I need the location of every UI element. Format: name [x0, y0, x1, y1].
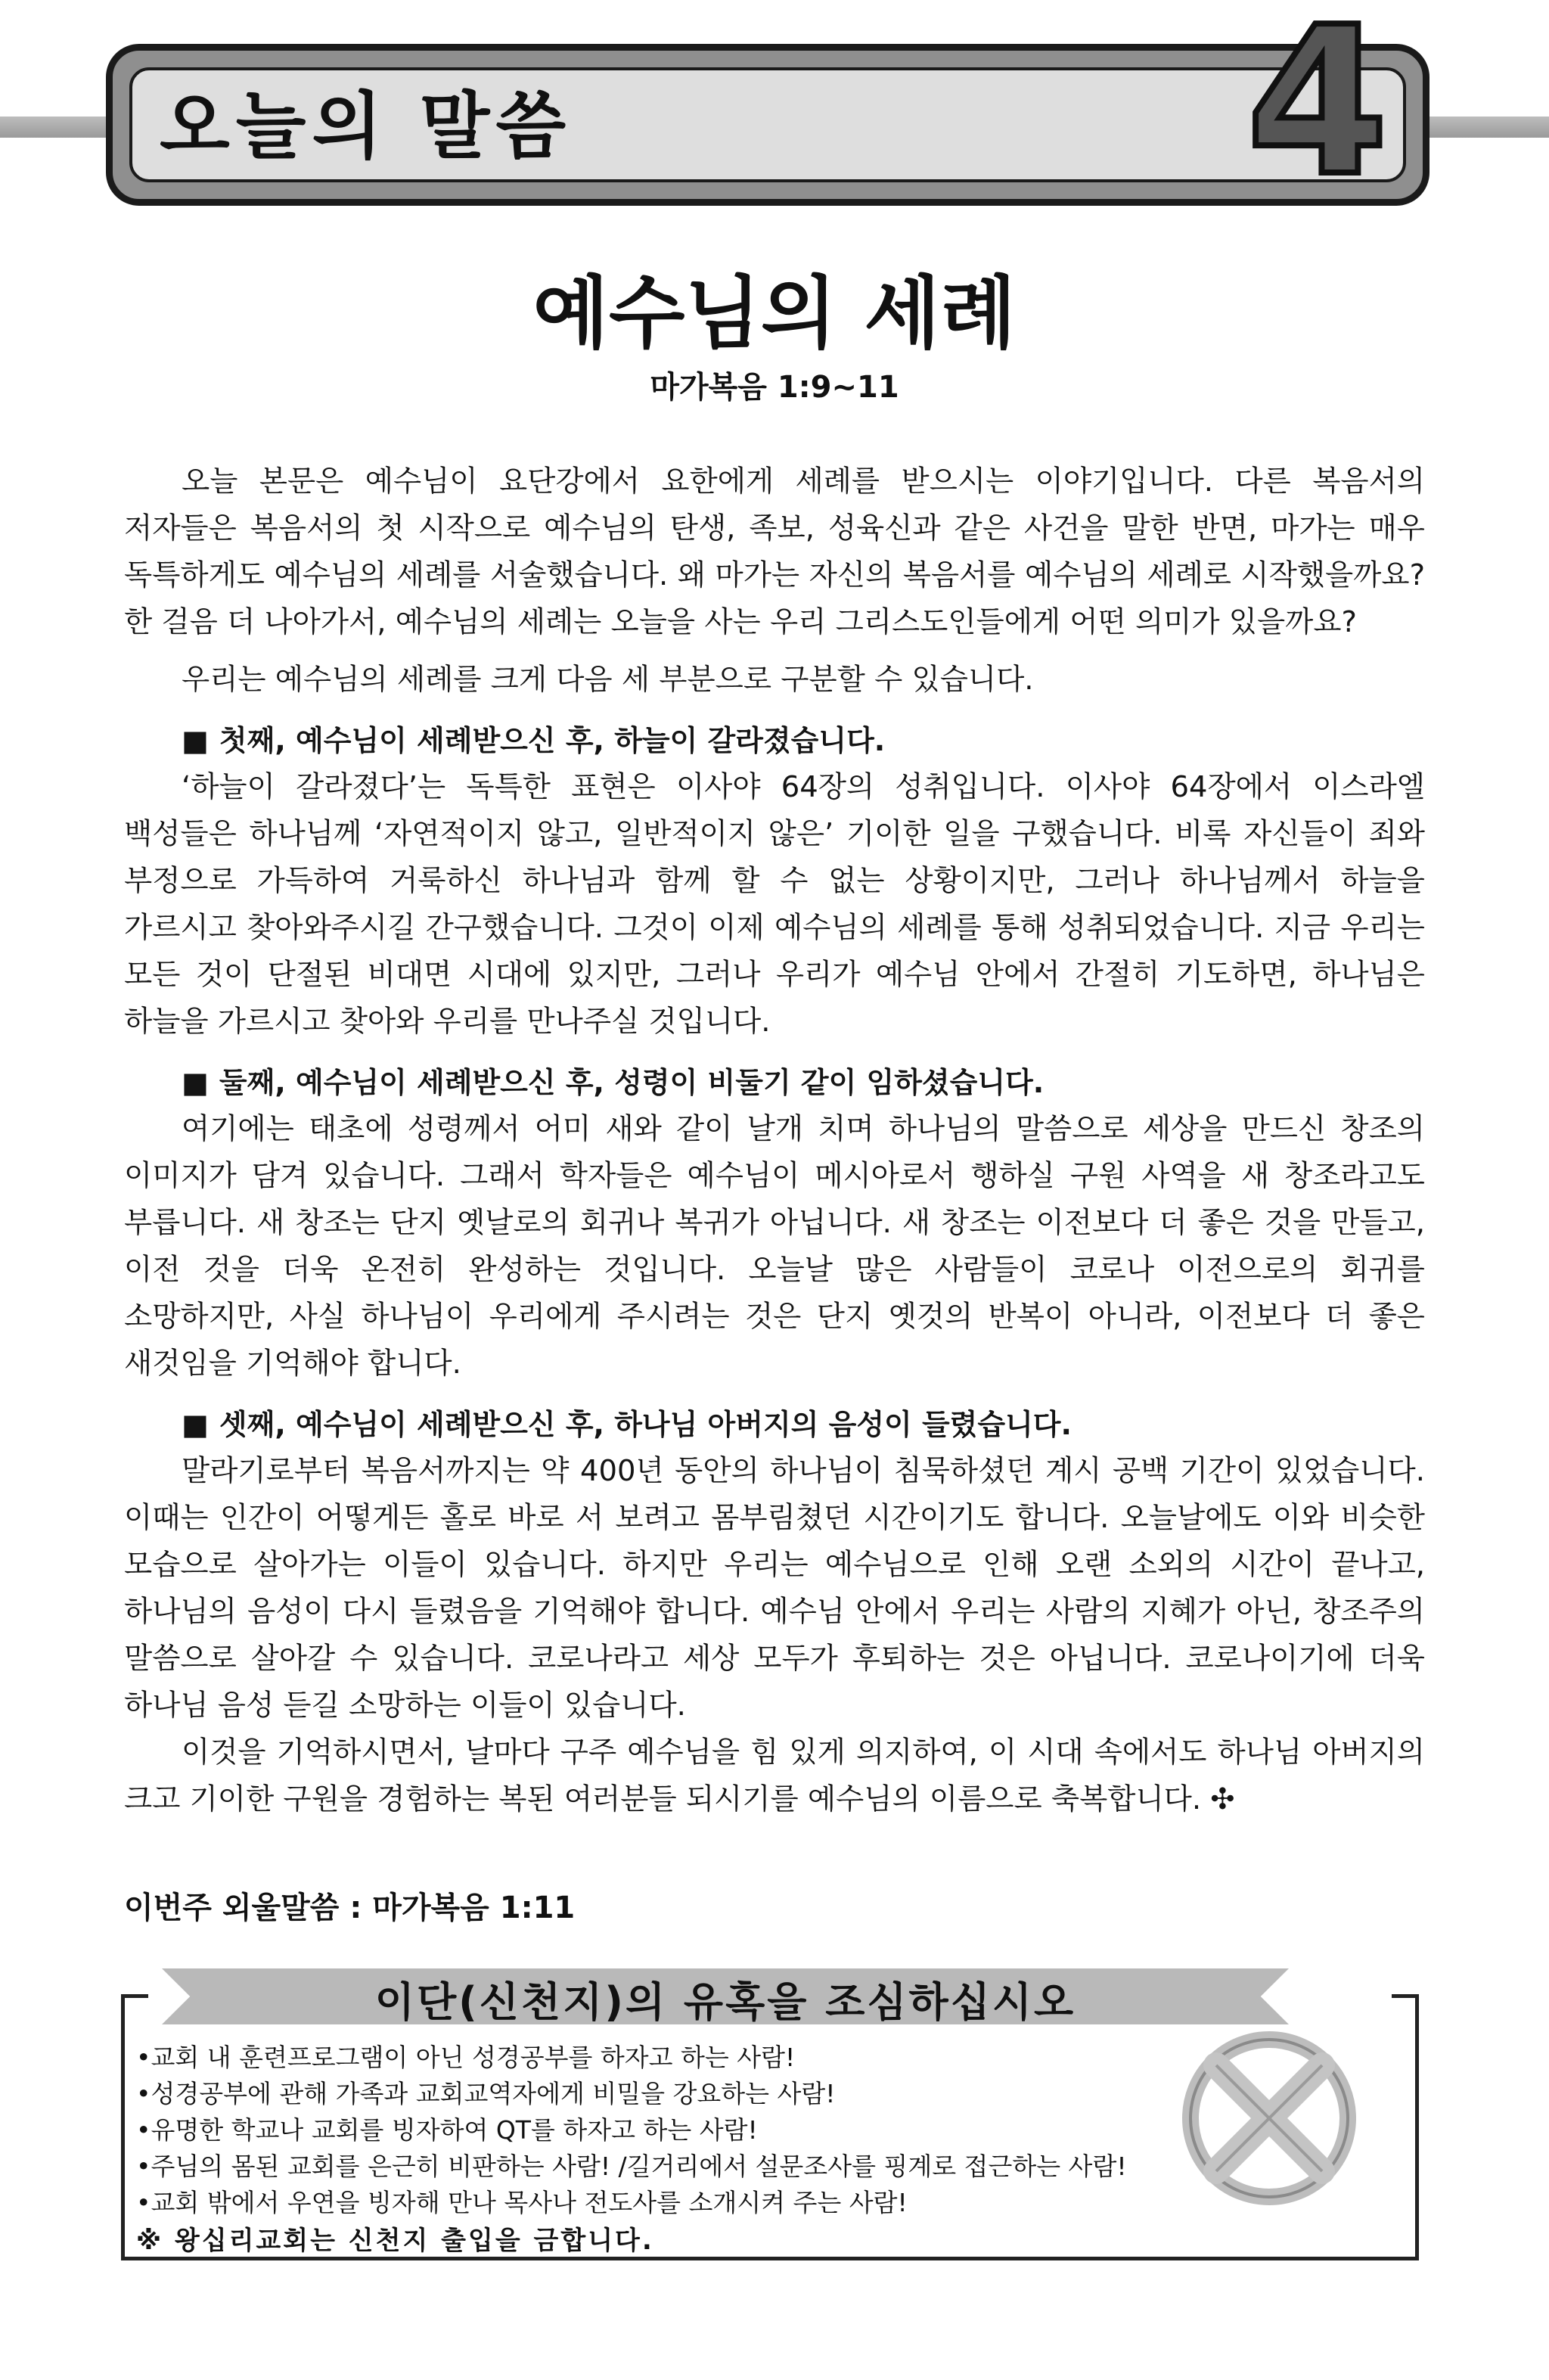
- point-paragraph: ‘하늘이 갈라졌다’는 독특한 표현은 이사야 64장의 성취입니다. 이사야 64장에서 이스라엘 백성들은 하나님께 ‘자연적이지 않고, 일반적이지 않은’ 기이한 일을 구했습니다. 비록 자신들이 죄와 부정으로 가득하여 거룩하신 하나님과 함께 할 수 없는 상황이지만, 그러나 하나님께서 하늘을 가르시고 찾아와주시길 간구했습니다. 그것이 이제 예수님의 세례를 통해 성취되었습니다. 지금 우리는 모든 것이 단절된 비대면 시대에 있지만, 그러나 우리가 예수님 안에서 간절히 기도하면, 하나님은 하늘을 가르시고 찾아와 우리를 만나주실 것입니다.: [124, 770, 1425, 1039]
- warning-note: ※ 왕십리교회는 신천지 출입을 금합니다.: [136, 2226, 654, 2256]
- point-heading: [124, 1401, 1425, 1448]
- frame-corner: [1392, 1994, 1419, 1998]
- closing-paragraph: 이것을 기억하시면서, 날마다 구주 예수님을 힘 있게 의지하여, 이 시대 속에서도 하나님 아버지의 크고 기이한 구원을 경험하는 복된 여러분들 되시기를 예수님의 이름으로 축복합니다. ✣: [124, 1735, 1425, 1816]
- warning-item: •교회 내 훈련프로그램이 아닌 성경공부를 하자고 하는 사람!: [136, 2043, 796, 2072]
- point-heading-text: 셋째, 예수님이 세례받으신 후, 하나님 아버지의 음성이 들렸습니다.: [219, 1408, 1072, 1441]
- point-paragraph: 말라기로부터 복음서까지는 약 400년 동안의 하나님이 침묵하셨던 계시 공백 기간이 있었습니다. 이때는 인간이 어떻게든 홀로 바로 서 보려고 몸부림쳤던 시간이기도 합니다. 오늘날에도 이와 비슷한 모습으로 살아가는 이들이 있습니다. 하지만 우리는 예수님으로 인해 오랜 소외의 시간이 끝나고, 하나님의 음성이 다시 들렸음을 기억해야 합니다. 예수님 안에서 우리는 사람의 지혜가 아닌, 창조주의 말씀으로 살아갈 수 있습니다. 코로나라고 세상 모두가 후퇴하는 것은 아닙니다. 코로나이기에 더욱 하나님 음성 듣길 소망하는 이들이 있습니다.: [124, 1454, 1425, 1723]
- frame-corner: [121, 1994, 148, 1998]
- point-heading-text: 첫째, 예수님이 세례받으신 후, 하늘이 갈라졌습니다.: [219, 724, 886, 757]
- square-bullet-icon: ■: [182, 1408, 209, 1441]
- point-heading: [124, 717, 1425, 764]
- square-bullet-icon: ■: [182, 724, 209, 757]
- warning-item: •성경공부에 관해 가족과 교회교역자에게 비밀을 강요하는 사람!: [136, 2079, 836, 2108]
- point-heading: [124, 1059, 1425, 1106]
- warning-item: •교회 밖에서 우연을 빙자해 만나 목사나 전도사를 소개시켜 주는 사람!: [136, 2188, 908, 2217]
- page-number: 4: [1246, 0, 1389, 221]
- sermon-title: 예수님의 세례: [532, 267, 1017, 359]
- warning-item: •유명한 학교나 교회를 빙자하여 QT를 하자고 하는 사람!: [136, 2115, 758, 2145]
- section-title: 오늘의 말씀: [160, 84, 573, 169]
- intro-paragraph: 우리는 예수님의 세례를 크게 다음 세 부분으로 구분할 수 있습니다.: [182, 663, 1034, 697]
- warning-item: •주님의 몸된 교회를 은근히 비판하는 사람! /길거리에서 설문조사를 핑계로 접근하는 사람!: [136, 2152, 1127, 2181]
- memory-verse: 이번주 외울말씀 : 마가복음 1:11: [124, 1891, 576, 1925]
- point-paragraph: 여기에는 태초에 성령께서 어미 새와 같이 날개 치며 하나님의 말씀으로 세상을 만드신 창조의 이미지가 담겨 있습니다. 그래서 학자들은 예수님이 메시아로서 행하실 구원 사역을 새 창조라고도 부릅니다. 새 창조는 단지 옛날로의 회귀나 복귀가 아닙니다. 새 창조는 이전보다 더 좋은 것을 만들고, 이전 것을 더욱 온전히 완성하는 것입니다. 오늘날 많은 사람들이 코로나 이전으로의 회귀를 소망하지만, 사실 하나님이 우리에게 주시려는 것은 단지 옛것의 반복이 아니라, 이전보다 더 좋은 새것임을 기억해야 합니다.: [124, 1112, 1425, 1381]
- intro-paragraph: 오늘 본문은 예수님이 요단강에서 요한에게 세례를 받으시는 이야기입니다. 다른 복음서의 저자들은 복음서의 첫 시작으로 예수님의 탄생, 족보, 성육신과 같은 사건을 말한 반면, 마가는 매우 독특하게도 예수님의 세례를 서술했습니다. 왜 마가는 자신의 복음서를 예수님의 세례로 시작했을까요? 한 걸음 더 나아가서, 예수님의 세례는 오늘을 사는 우리 그리스도인들에게 어떤 의미가 있을까요?: [124, 465, 1425, 639]
- sermon-body: [124, 458, 1425, 1823]
- point-heading-text: 둘째, 예수님이 세례받으신 후, 성령이 비둘기 같이 임하셨습니다.: [219, 1066, 1045, 1099]
- square-bullet-icon: ■: [182, 1066, 209, 1099]
- header-banner: [106, 44, 1429, 206]
- warning-list: [136, 2040, 1422, 2221]
- warning-title: 이단(신천지)의 유혹을 조심하십시오: [374, 1978, 1076, 2026]
- scripture-reference: 마가복음 1:9~11: [650, 370, 899, 405]
